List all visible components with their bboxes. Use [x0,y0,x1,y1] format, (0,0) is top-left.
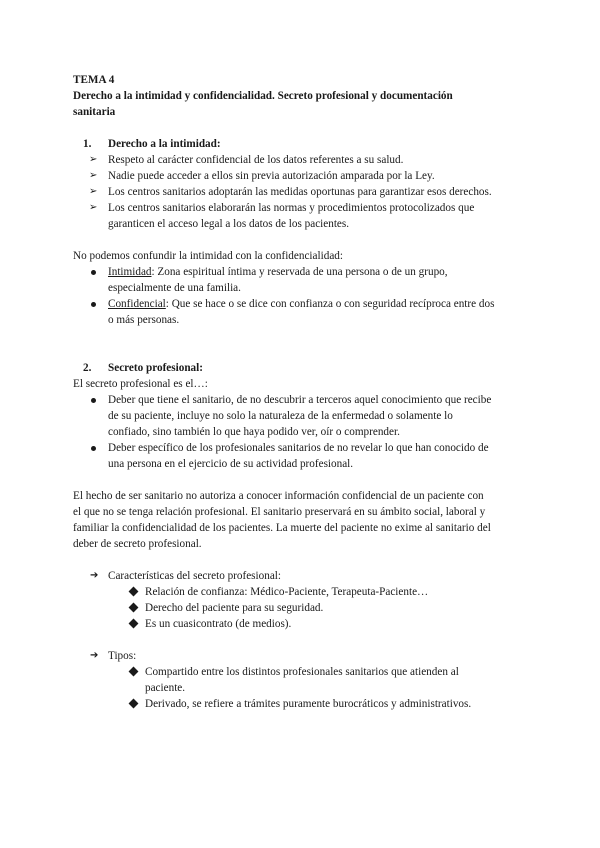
arrowhead-bullet-icon: ➢ [89,186,98,197]
s1-intro: No podemos confundir la intimidad con la confidencialidad: [73,250,343,262]
section2-heading: Secreto profesional: [108,362,203,374]
diamond-bullet-icon [129,699,139,709]
diamond-bullet-icon [129,587,139,597]
s2-intro: El secreto profesional es el…: [73,378,208,390]
caracteristica-3: Es un cuasicontrato (de medios). [145,618,292,630]
arrow-right-icon: ➔ [90,650,99,661]
def-confidencial-term: Confidencial [108,298,166,310]
tipo-compartido-line2: paciente. [145,682,186,694]
caracteristicas-label: Características del secreto profesional: [108,570,282,582]
s1-bullet-2: Nadie puede acceder a ellos sin previa autorización amparada por la Ley. [108,170,435,182]
s1-bullet-1: Respeto al carácter confidencial de los datos referentes a su salud. [108,154,404,166]
arrowhead-bullet-icon: ➢ [89,154,98,165]
arrow-right-icon: ➔ [90,570,99,581]
s2-paragraph-line1: El hecho de ser sanitario no autoriza a conocer información confidencial de un paciente con [73,490,484,502]
s2-paragraph-line4: deber de secreto profesional. [73,538,202,550]
s1-bullet-3: Los centros sanitarios adoptarán las medidas oportunas para garantizar esos derechos. [108,186,492,198]
def-intimidad-cont: especialmente de una familia. [108,282,241,294]
s1-bullet-4-cont: garanticen el acceso legal a los datos de los pacientes. [108,218,350,230]
bullet-dot-icon [91,398,96,403]
s2-bullet-1-line1: Deber que tiene el sanitario, de no descubrir a terceros aquel conocimiento que recibe [108,394,492,406]
arrowhead-bullet-icon: ➢ [89,202,98,213]
diamond-bullet-icon [129,603,139,613]
arrowhead-bullet-icon: ➢ [89,170,98,181]
document-title-line2: sanitaria [73,106,116,118]
section1-number: 1. [83,138,92,150]
def-confidencial-cont: o más personas. [108,314,180,326]
s2-bullet-2-line1: Deber específico de los profesionales sanitarios de no revelar lo que han conocido de [108,442,489,454]
s2-bullet-2-line2: una persona en el ejercicio de su actividad profesional. [108,458,354,470]
tipo-compartido-line1: Compartido entre los distintos profesionales sanitarios que atienden al [145,666,459,678]
section2-number: 2. [83,362,92,374]
bullet-dot-icon [91,270,96,275]
caracteristica-1: Relación de confianza: Médico-Paciente, Terapeuta-Paciente… [145,586,429,598]
s1-bullet-4: Los centros sanitarios elaborarán las normas y procedimientos protocolizados que [108,202,475,214]
s2-bullet-1-line3: confiado, sino también lo que haya podido ver, oír o comprender. [108,426,400,438]
def-confidencial [108,296,494,312]
s2-paragraph-line3: familiar la confidencialidad de los pacientes. La muerte del paciente no exime al sanitario del [73,522,491,534]
s2-bullet-1-line2: de su paciente, incluye no solo la naturaleza de la enfermedad o solamente lo [108,410,453,422]
def-intimidad-text: : Zona espiritual íntima y reservada de una persona o de un grupo, [151,266,448,278]
def-confidencial-text: : Que se hace o se dice con confianza o con seguridad recíproca entre dos [165,298,495,310]
caracteristica-2: Derecho del paciente para su seguridad. [145,602,324,614]
def-intimidad-term: Intimidad [108,266,152,278]
diamond-bullet-icon [129,667,139,677]
tipos-label: Tipos: [108,650,137,662]
def-intimidad [108,264,448,280]
document-title-line1: Derecho a la intimidad y confidencialidad. Secreto profesional y documentación [73,90,453,102]
diamond-bullet-icon [129,619,139,629]
bullet-dot-icon [91,446,96,451]
bullet-dot-icon [91,302,96,307]
section1-heading: Derecho a la intimidad: [108,138,221,150]
tema-label: TEMA 4 [73,74,115,86]
tipo-derivado: Derivado, se refiere a trámites puramente burocráticos y administrativos. [145,698,472,710]
s2-paragraph-line2: el que no se tenga relación profesional. El sanitario preservará en su ámbito social, laboral y [73,506,486,518]
